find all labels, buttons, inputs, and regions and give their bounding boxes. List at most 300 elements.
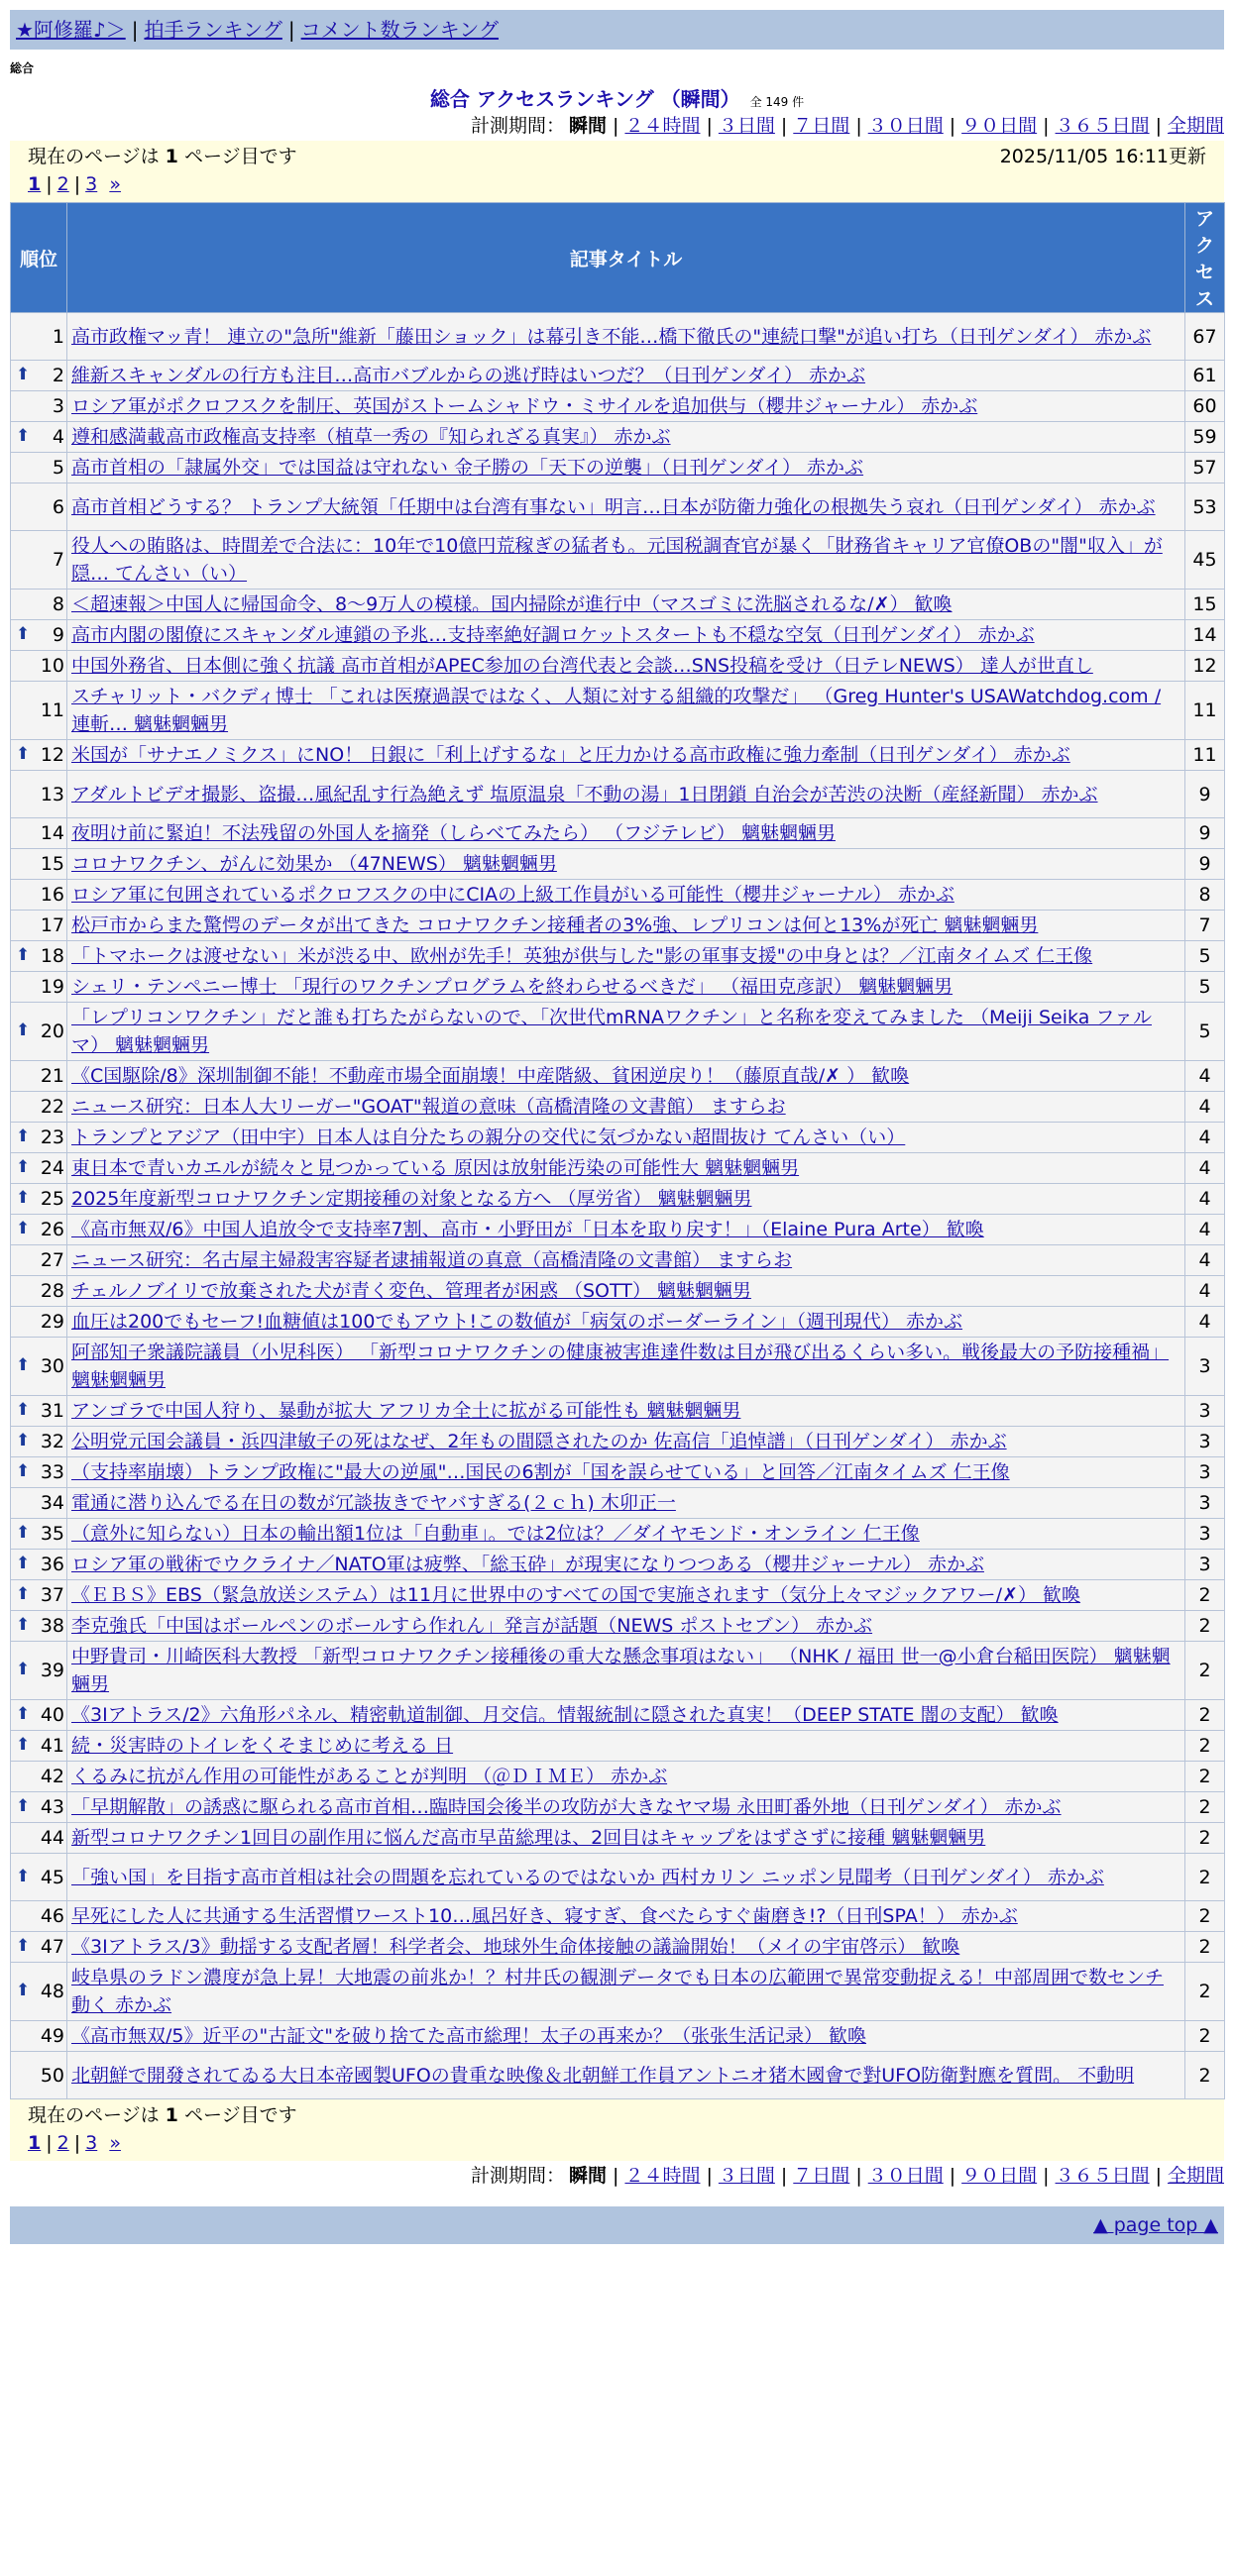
rank-number: 28 [40, 1280, 64, 1302]
article-title-link[interactable]: 「レプリコンワクチン」だと誰も打ちたがらないので、「次世代mRNAワクチン」と名称を変えてみました （Meiji Seika ファルマ） 魑魅魍魎男 [71, 1007, 1153, 1056]
rank-cell [11, 1932, 67, 1963]
title-cell [67, 1338, 1185, 1396]
next-page-link[interactable]: » [109, 2132, 121, 2154]
title-cell [67, 590, 1185, 620]
up-arrow-icon: ⬆ [16, 624, 31, 644]
access-count: 4 [1185, 1215, 1225, 1245]
rank-cell [11, 2052, 67, 2099]
rank-number: 10 [40, 655, 64, 677]
rank-number: 41 [40, 1735, 64, 1757]
table-row [11, 361, 1225, 391]
up-arrow-icon: ⬆ [16, 1431, 31, 1450]
rank-number: 8 [52, 593, 64, 615]
access-count: 14 [1185, 620, 1225, 651]
access-count: 4 [1185, 1245, 1225, 1276]
access-count: 9 [1185, 849, 1225, 880]
access-count: 4 [1185, 1184, 1225, 1215]
title-cell [67, 941, 1185, 972]
access-count: 2 [1185, 1823, 1225, 1854]
up-arrow-icon: ⬆ [16, 426, 31, 446]
table-row [11, 483, 1225, 531]
article-title-link[interactable]: 維新スキャンダルの行方も注目…高市バブルからの逃げ時はいつだ？（日刊ゲンダイ） 赤かぶ [71, 365, 866, 386]
article-title-link[interactable]: 《3Iアトラス/2》六角形パネル、精密軌道制御、月交信。情報統制に隠された真実！（DEEP STATE 闇の支配） 歓喚 [71, 1704, 1059, 1726]
table-row [11, 1427, 1225, 1457]
article-title-link[interactable]: 《C国駆除/8》深圳制御不能！不動産市場全面崩壊！中産階級、貧困逆戻り！（藤原直哉/✗ ） 歓喚 [71, 1065, 910, 1087]
access-count: 9 [1185, 771, 1225, 818]
table-row [11, 1932, 1225, 1963]
table-row [11, 1611, 1225, 1642]
access-count: 2 [1185, 1611, 1225, 1642]
table-row [11, 1123, 1225, 1153]
access-count: 60 [1185, 391, 1225, 422]
rank-cell [11, 483, 67, 531]
table-row [11, 1061, 1225, 1092]
page-link-3[interactable]: 3 [85, 173, 98, 195]
article-title-link[interactable]: 北朝鮮で開發されてゐる大日本帝國製UFOの貴重な映像＆北朝鮮工作員アントニオ猪木國會で對UFO防衛對應を質問。 不動明 [71, 2064, 1135, 2087]
article-title-link[interactable]: 電通に潜り込んでる在日の数が冗談抜きでヤバすぎる(２ｃｈ) 木卯正一 [71, 1492, 676, 1514]
access-count: 3 [1185, 1457, 1225, 1488]
up-arrow-icon: ⬆ [16, 1020, 31, 1040]
table-row [11, 1580, 1225, 1611]
article-title-link[interactable]: 「強い国」を目指す高市首相は社会の問題を忘れているのではないか 西村カリン ニッポン見聞考（日刊ゲンダイ） 赤かぶ [71, 1866, 1104, 1888]
title-cell [67, 1215, 1185, 1245]
rank-number: 31 [40, 1400, 64, 1422]
article-title-link[interactable]: 早死にした人に共通する生活習慣ワースト10…風呂好き、寝すぎ、食べたらすぐ歯磨き!?（日刊SPA！） 赤かぶ [71, 1905, 1018, 1927]
next-page-link[interactable]: » [109, 173, 121, 195]
article-title-link[interactable]: スチャリット・バクディ博士 「これは医療過誤ではなく、人類に対する組織的攻撃だ」 （Greg Hunter's USAWatchdog.com / 連斬… 魑魅魍魎男 [71, 686, 1162, 735]
table-row [11, 620, 1225, 651]
title-cell [67, 1123, 1185, 1153]
article-title-link[interactable]: 阿部知子衆議院議員（小児科医） 「新型コロナワクチンの健康被害進達件数は目が飛び出るくらい多い。戦後最大の予防接種禍」 魑魅魍魎男 [71, 1342, 1170, 1391]
table-row [11, 651, 1225, 682]
rank-number: 7 [52, 549, 64, 571]
page-link-1[interactable]: 1 [28, 173, 42, 195]
table-row [11, 1245, 1225, 1276]
article-title-link[interactable]: ロシア軍がポクロフスクを制圧、英国がストームシャドウ・ミサイルを追加供与（櫻井ジャーナル） 赤かぶ [71, 395, 978, 417]
access-count: 2 [1185, 2052, 1225, 2099]
access-count: 4 [1185, 1123, 1225, 1153]
period-link-3d[interactable]: ３日間 [718, 115, 775, 137]
article-title-link[interactable]: 《高市無双/6》中国人追放令で支持率7割、高市・小野田が「日本を取り戻す！」（Elaine Pura Arte） 歓喚 [71, 1219, 984, 1240]
rank-cell [11, 1700, 67, 1731]
title-cell [67, 1854, 1185, 1901]
title-cell [67, 740, 1185, 771]
article-title-link[interactable]: トランプとアジア（田中宇）日本人は自分たちの親分の交代に気づかない超間抜け てんさい（い） [71, 1127, 906, 1148]
up-arrow-icon: ⬆ [16, 365, 31, 384]
table-row [11, 1519, 1225, 1550]
rank-cell [11, 453, 67, 483]
article-title-link[interactable]: ロシア軍の戦術でウクライナ／NATO軍は疲弊、「総玉砕」が現実になりつつある（櫻井ジャーナル） 赤かぶ [71, 1554, 984, 1575]
period-link-365d[interactable]: ３６５日間 [1055, 115, 1150, 137]
table-row [11, 422, 1225, 453]
up-arrow-icon: ⬆ [16, 1219, 31, 1238]
table-row [11, 1642, 1225, 1700]
title-cell [67, 1396, 1185, 1427]
rank-cell [11, 651, 67, 682]
article-title-link[interactable]: ニュース研究：名古屋主婦殺害容疑者逮捕報道の真意（高橋清隆の文書館） ますらお [71, 1249, 793, 1271]
table-row [11, 2052, 1225, 2099]
rank-number: 11 [40, 699, 64, 721]
table-row [11, 2021, 1225, 2052]
table-row [11, 1396, 1225, 1427]
access-count: 3 [1185, 1427, 1225, 1457]
title-cell [67, 1550, 1185, 1580]
rank-number: 27 [40, 1249, 64, 1271]
rank-number: 42 [40, 1766, 64, 1787]
article-title-link[interactable]: 2025年度新型コロナワクチン定期接種の対象となる方へ （厚労省） 魑魅魍魎男 [71, 1188, 752, 1210]
rank-number: 43 [40, 1796, 64, 1818]
table-row [11, 1338, 1225, 1396]
article-title-link[interactable]: 岐阜県のラドン濃度が急上昇！大地震の前兆か！？村井氏の観測データでも日本の広範囲で異常変動捉える！中部周囲で数センチ動く 赤かぶ [71, 1967, 1165, 2016]
article-title-link[interactable]: 続・災害時のトイレをくそまじめに考える 日 [71, 1735, 454, 1757]
rank-cell [11, 818, 67, 849]
rank-number: 6 [52, 495, 64, 518]
table-row [11, 1854, 1225, 1901]
rank-number: 20 [40, 1020, 64, 1042]
access-count: 2 [1185, 1762, 1225, 1792]
up-arrow-icon: ⬆ [16, 1936, 31, 1956]
rank-number: 14 [40, 822, 64, 844]
access-count: 2 [1185, 1580, 1225, 1611]
up-arrow-icon: ⬆ [16, 1157, 31, 1177]
title-cell [67, 1153, 1185, 1184]
rank-cell [11, 941, 67, 972]
rank-cell [11, 1731, 67, 1762]
rank-cell [11, 620, 67, 651]
period-current: 瞬間 [569, 2165, 608, 2187]
table-row [11, 1307, 1225, 1338]
pager-bottom: 現在のページは 1 ページ目です 1 | 2 | 3 » [10, 2099, 1224, 2161]
period-link-3d[interactable]: ３日間 [718, 2165, 775, 2187]
article-title-link[interactable]: 《高市無双/5》近平の"古証文"を破り捨てた高市総理！太子の再来か？（张张生活记录） 歓喚 [71, 2025, 867, 2047]
title-cell [67, 1276, 1185, 1307]
article-title-link[interactable]: くるみに抗がん作用の可能性があることが判明 （＠ＤＩＭＥ） 赤かぶ [71, 1766, 668, 1787]
title-cell [67, 391, 1185, 422]
title-cell [67, 682, 1185, 740]
up-arrow-icon: ⬆ [16, 1735, 31, 1755]
rank-number: 24 [40, 1157, 64, 1179]
period-link-7d[interactable]: ７日間 [793, 2165, 850, 2187]
access-count: 4 [1185, 1276, 1225, 1307]
up-arrow-icon: ⬆ [16, 1660, 31, 1679]
access-count: 2 [1185, 1901, 1225, 1932]
rank-cell [11, 1276, 67, 1307]
title-cell [67, 1731, 1185, 1762]
period-link-90d[interactable]: ９０日間 [961, 115, 1038, 137]
period-link-7d[interactable]: ７日間 [793, 115, 850, 137]
access-count: 2 [1185, 1731, 1225, 1762]
access-count: 2 [1185, 1642, 1225, 1700]
access-count: 2 [1185, 1792, 1225, 1823]
rank-number: 44 [40, 1827, 64, 1849]
article-title-link[interactable]: 「トマホークは渡せない」米が渋る中、欧州が先手！英独が供与した"影の軍事支援"の中身とは？／江南タイムズ 仁王像 [71, 945, 1093, 967]
footer-bar [10, 2206, 1224, 2244]
access-count: 3 [1185, 1396, 1225, 1427]
title-cell [67, 771, 1185, 818]
rank-number: 15 [40, 853, 64, 875]
up-arrow-icon: ⬆ [16, 744, 31, 764]
nav-separator: | [287, 18, 295, 42]
rank-cell [11, 972, 67, 1003]
access-count: 5 [1185, 972, 1225, 1003]
up-arrow-icon: ⬆ [16, 1461, 31, 1481]
period-selector-top: 計測期間： 瞬間 | ２４時間 | ３日間 | ７日間 | ３０日間 | ９０日間 | ３６５日間 | 全期間 [471, 115, 1224, 137]
article-title-link[interactable]: ＜超速報＞中国人に帰国命令、8～9万人の模様。国内掃除が進行中（マスゴミに洗脳されるな/✗） 歓喚 [71, 593, 953, 615]
table-row [11, 880, 1225, 911]
article-title-link[interactable]: 李克強氏「中国はボールペンのボールすら作れん」発言が話題（NEWS ポストセブン） 赤かぶ [71, 1615, 873, 1637]
title-cell [67, 651, 1185, 682]
title-cell [67, 483, 1185, 531]
rank-number: 37 [40, 1584, 64, 1606]
table-row [11, 849, 1225, 880]
access-count: 2 [1185, 1932, 1225, 1963]
access-count: 5 [1185, 1003, 1225, 1061]
table-row [11, 391, 1225, 422]
article-title-link[interactable]: 高市内閣の閣僚にスキャンダル連鎖の予兆…支持率絶好調ロケットスタートも不穏な空気（日刊ゲンダイ） 赤かぶ [71, 624, 1035, 646]
period-link-30d[interactable]: ３０日間 [867, 2165, 944, 2187]
rank-number: 18 [40, 945, 64, 967]
rank-cell [11, 911, 67, 941]
rank-cell [11, 1427, 67, 1457]
page-link-2[interactable]: 2 [56, 2132, 69, 2154]
title-cell [67, 1762, 1185, 1792]
comment-ranking-link[interactable]: コメント数ランキング [300, 18, 500, 42]
home-link[interactable]: ★阿修羅♪＞ [16, 18, 126, 42]
title-cell [67, 313, 1185, 361]
title-cell [67, 1642, 1185, 1700]
article-title-link[interactable]: 遵和感満載高市政権高支持率（植草一秀の『知られざる真実』） 赤かぶ [71, 426, 671, 448]
article-title-link[interactable]: 高市政権マッ青！ 連立の"急所"維新「藤田ショック」は幕引き不能…橋下徹氏の"連続口撃"が追い打ち（日刊ゲンダイ） 赤かぶ [71, 325, 1152, 348]
rank-number: 45 [40, 1866, 64, 1888]
table-row [11, 590, 1225, 620]
title-column-header: 記事タイトル [67, 203, 1185, 313]
article-title-link[interactable]: 松戸市からまた驚愕のデータが出てきた コロナワクチン接種者の3%強、レプリコンは何と13%が死亡 魑魅魍魎男 [71, 914, 1039, 936]
period-label: 計測期間： [471, 115, 566, 137]
pager-top: 現在のページは 1 ページ目です 2025/11/05 16:11更新 1 | 2 | 3 » [10, 141, 1224, 202]
article-title-link[interactable]: 高市首相の「隷属外交」では国益は守れない 金子勝の「天下の逆襲」（日刊ゲンダイ） 赤かぶ [71, 457, 864, 479]
article-title-link[interactable]: 高市首相どうする？ トランプ大統領「任期中は台湾有事ない」明言…日本が防衛力強化の根拠失う哀れ（日刊ゲンダイ） 赤かぶ [71, 495, 1156, 518]
rank-number: 49 [40, 2025, 64, 2047]
table-row [11, 1792, 1225, 1823]
rank-number: 17 [40, 914, 64, 936]
title-cell [67, 1932, 1185, 1963]
page-title: 総合 アクセスランキング （瞬間） [429, 87, 740, 111]
clap-ranking-link[interactable]: 拍手ランキング [144, 18, 282, 42]
title-cell [67, 1061, 1185, 1092]
article-title-link[interactable]: 公明党元国会議員・浜四津敏子の死はなぜ、2年もの間隠されたのか 佐高信「追悼譜」（日刊ゲンダイ） 赤かぶ [71, 1431, 1007, 1452]
rank-cell [11, 313, 67, 361]
article-title-link[interactable]: アダルトビデオ撮影、盗撮…風紀乱す行為絶えず 塩原温泉「不動の湯」1日閉鎖 自治会が苦渋の決断（産経新聞） 赤かぶ [71, 783, 1098, 805]
period-link-all[interactable]: 全期間 [1167, 2165, 1224, 2187]
table-row [11, 313, 1225, 361]
rank-number: 36 [40, 1554, 64, 1575]
article-title-link[interactable]: コロナワクチン、がんに効果か （47NEWS） 魑魅魍魎男 [71, 853, 557, 875]
article-title-link[interactable]: ロシア軍に包囲されているポクロフスクの中にCIAの上級工作員がいる可能性（櫻井ジャーナル） 赤かぶ [71, 884, 954, 906]
access-count: 15 [1185, 590, 1225, 620]
rank-cell [11, 1215, 67, 1245]
period-link-365d[interactable]: ３６５日間 [1055, 2165, 1150, 2187]
title-cell [67, 1901, 1185, 1932]
top-nav-bar [10, 10, 1224, 50]
article-title-link[interactable]: （支持率崩壊）トランプ政権に"最大の逆風"…国民の6割が「国を誤らせている」と回答／江南タイムズ 仁王像 [71, 1461, 1010, 1483]
article-title-link[interactable]: 《ＥＢＳ》EBS（緊急放送システム）は11月に世界中のすべての国で実施されます（気分上々マジックアワー/✗） 歓喚 [71, 1584, 1081, 1606]
rank-number: 13 [40, 783, 64, 805]
table-row [11, 771, 1225, 818]
title-cell [67, 1519, 1185, 1550]
title-cell [67, 1792, 1185, 1823]
article-title-link[interactable]: 東日本で青いカエルが続々と見つかっている 原因は放射能汚染の可能性大 魑魅魍魎男 [71, 1157, 800, 1179]
rank-number: 1 [52, 325, 64, 348]
article-title-link[interactable]: （意外に知らない）日本の輸出額1位は「自動車」。では2位は？／ダイヤモンド・オンライン 仁王像 [71, 1523, 920, 1545]
period-link-90d[interactable]: ９０日間 [961, 2165, 1038, 2187]
rank-number: 22 [40, 1096, 64, 1118]
article-title-link[interactable]: アンゴラで中国人狩り、暴動が拡大 アフリカ全土に拡がる可能性も 魑魅魍魎男 [71, 1400, 741, 1422]
page-status: 現在のページは 1 ページ目です [28, 2104, 297, 2126]
access-count: 59 [1185, 422, 1225, 453]
rank-number: 3 [52, 395, 64, 417]
rank-cell [11, 1611, 67, 1642]
rank-cell [11, 1457, 67, 1488]
article-title-link[interactable]: チェルノブイリで放棄された犬が青く変色、管理者が困惑 （SOTT） 魑魅魍魎男 [71, 1280, 751, 1302]
rank-cell [11, 1184, 67, 1215]
access-count: 3 [1185, 1488, 1225, 1519]
table-row [11, 1901, 1225, 1932]
up-arrow-icon: ⬆ [16, 1615, 31, 1635]
rank-cell [11, 1550, 67, 1580]
table-row [11, 740, 1225, 771]
rank-number: 2 [52, 365, 64, 386]
up-arrow-icon: ⬆ [16, 1188, 31, 1208]
period-link-30d[interactable]: ３０日間 [867, 115, 944, 137]
article-title-link[interactable]: ニュース研究：日本人大リーガー"GOAT"報道の意味（高橋清隆の文書館） ますらお [71, 1096, 786, 1118]
article-title-link[interactable]: 《3Iアトラス/3》動揺する支配者層！科学者会、地球外生命体接触の議論開始！（メイの宇宙啓示） 歓喚 [71, 1936, 960, 1958]
rank-number: 32 [40, 1431, 64, 1452]
period-link-24h[interactable]: ２４時間 [624, 2165, 701, 2187]
rank-number: 38 [40, 1615, 64, 1637]
rank-cell [11, 422, 67, 453]
access-column-header: アクセス [1185, 203, 1225, 313]
rank-cell [11, 1580, 67, 1611]
rank-number: 21 [40, 1065, 64, 1087]
article-title-link[interactable]: 「早期解散」の誘惑に駆られる高市首相…臨時国会後半の攻防が大きなヤマ場 永田町番外地（日刊ゲンダイ） 赤かぶ [71, 1796, 1062, 1818]
rank-cell [11, 1488, 67, 1519]
title-cell [67, 1427, 1185, 1457]
rank-number: 48 [40, 1981, 64, 2002]
up-arrow-icon: ⬆ [16, 1796, 31, 1816]
title-cell [67, 1184, 1185, 1215]
table-row [11, 453, 1225, 483]
category-label: 総合 [10, 61, 35, 75]
rank-cell [11, 1092, 67, 1123]
page-heading [10, 83, 1224, 111]
access-count: 53 [1185, 483, 1225, 531]
article-title-link[interactable]: 米国が「サナエノミクス」にNO！ 日銀に「利上げするな」と圧力かける高市政権に強力牽制（日刊ゲンダイ） 赤かぶ [71, 744, 1070, 766]
article-title-link[interactable]: 夜明け前に緊迫！不法残留の外国人を摘発（しらべてみたら） （フジテレビ） 魑魅魍魎男 [71, 822, 836, 844]
title-cell [67, 972, 1185, 1003]
up-arrow-icon: ⬆ [16, 1400, 31, 1420]
title-cell [67, 531, 1185, 590]
table-row [11, 1762, 1225, 1792]
page-link-1[interactable]: 1 [28, 2132, 42, 2154]
rank-cell [11, 849, 67, 880]
up-arrow-icon: ⬆ [16, 1584, 31, 1604]
article-title-link[interactable]: 血圧は200でもセーフ!血糖値は100でもアウト!この数値が「病気のボーダーライン」（週刊現代） 赤かぶ [71, 1311, 963, 1333]
title-cell [67, 620, 1185, 651]
title-cell [67, 880, 1185, 911]
rank-number: 40 [40, 1704, 64, 1726]
period-link-all[interactable]: 全期間 [1167, 115, 1224, 137]
rank-cell [11, 1854, 67, 1901]
up-arrow-icon: ⬆ [16, 945, 31, 965]
title-cell [67, 1611, 1185, 1642]
title-cell [67, 1092, 1185, 1123]
title-cell [67, 1488, 1185, 1519]
access-count: 4 [1185, 1153, 1225, 1184]
up-arrow-icon: ⬆ [16, 1704, 31, 1724]
page-link-2[interactable]: 2 [56, 173, 69, 195]
table-row [11, 818, 1225, 849]
table-row [11, 1488, 1225, 1519]
table-row [11, 941, 1225, 972]
title-cell [67, 1003, 1185, 1061]
rank-number: 46 [40, 1905, 64, 1927]
rank-cell [11, 880, 67, 911]
table-row [11, 1823, 1225, 1854]
article-title-link[interactable]: 役人への賄賂は、時間差で合法に：10年で10億円荒稼ぎの猛者も。元国税調査官が暴く「財務省キャリア官僚OBの"闇"収入」が隠… てんさい（い） [71, 535, 1163, 585]
up-arrow-icon: ⬆ [16, 1523, 31, 1543]
access-count: 4 [1185, 1307, 1225, 1338]
page-status: 現在のページは 1 ページ目です [28, 146, 297, 167]
up-arrow-icon: ⬆ [16, 1866, 31, 1886]
rank-cell [11, 682, 67, 740]
title-cell [67, 361, 1185, 391]
period-link-24h[interactable]: ２４時間 [624, 115, 701, 137]
title-cell [67, 422, 1185, 453]
period-label: 計測期間： [471, 2165, 566, 2187]
rank-number: 12 [40, 744, 64, 766]
page-link-3[interactable]: 3 [85, 2132, 98, 2154]
rank-cell [11, 1792, 67, 1823]
access-count: 7 [1185, 911, 1225, 941]
rank-cell [11, 361, 67, 391]
rank-cell [11, 771, 67, 818]
access-count: 2 [1185, 1854, 1225, 1901]
title-cell [67, 911, 1185, 941]
rank-cell [11, 1642, 67, 1700]
rank-cell [11, 1307, 67, 1338]
rank-number: 25 [40, 1188, 64, 1210]
rank-cell [11, 1061, 67, 1092]
article-title-link[interactable]: 中野貴司・川崎医科大教授 「新型コロナワクチン接種後の重大な懸念事項はない」 （NHK / 福田 世一@小倉台稲田医院） 魑魅魍魎男 [71, 1646, 1171, 1695]
rank-number: 19 [40, 976, 64, 998]
title-cell [67, 2021, 1185, 2052]
rank-cell [11, 2021, 67, 2052]
article-title-link[interactable]: シェリ・テンペニー博士 「現行のワクチンプログラムを終わらせるべきだ」 （福田克彦訳） 魑魅魍魎男 [71, 976, 954, 998]
rank-cell [11, 1123, 67, 1153]
title-cell [67, 1457, 1185, 1488]
page-top-link[interactable]: ▲ page top ▲ [1093, 2214, 1218, 2236]
up-arrow-icon: ⬆ [16, 1127, 31, 1146]
nav-separator: | [131, 18, 139, 42]
article-title-link[interactable]: 中国外務省、日本側に強く抗議 高市首相がAPEC参加の台湾代表と会談…SNS投稿を受け（日テレNEWS） 達人が世直し [71, 655, 1093, 677]
access-count: 4 [1185, 1061, 1225, 1092]
access-count: 9 [1185, 818, 1225, 849]
access-count: 3 [1185, 1519, 1225, 1550]
rank-number: 35 [40, 1523, 64, 1545]
table-row [11, 1963, 1225, 2021]
article-title-link[interactable]: 新型コロナワクチン1回目の副作用に悩んだ高市早苗総理は、2回目はキャップをはずさずに接種 魑魅魍魎男 [71, 1827, 986, 1849]
up-arrow-icon: ⬆ [16, 1554, 31, 1573]
